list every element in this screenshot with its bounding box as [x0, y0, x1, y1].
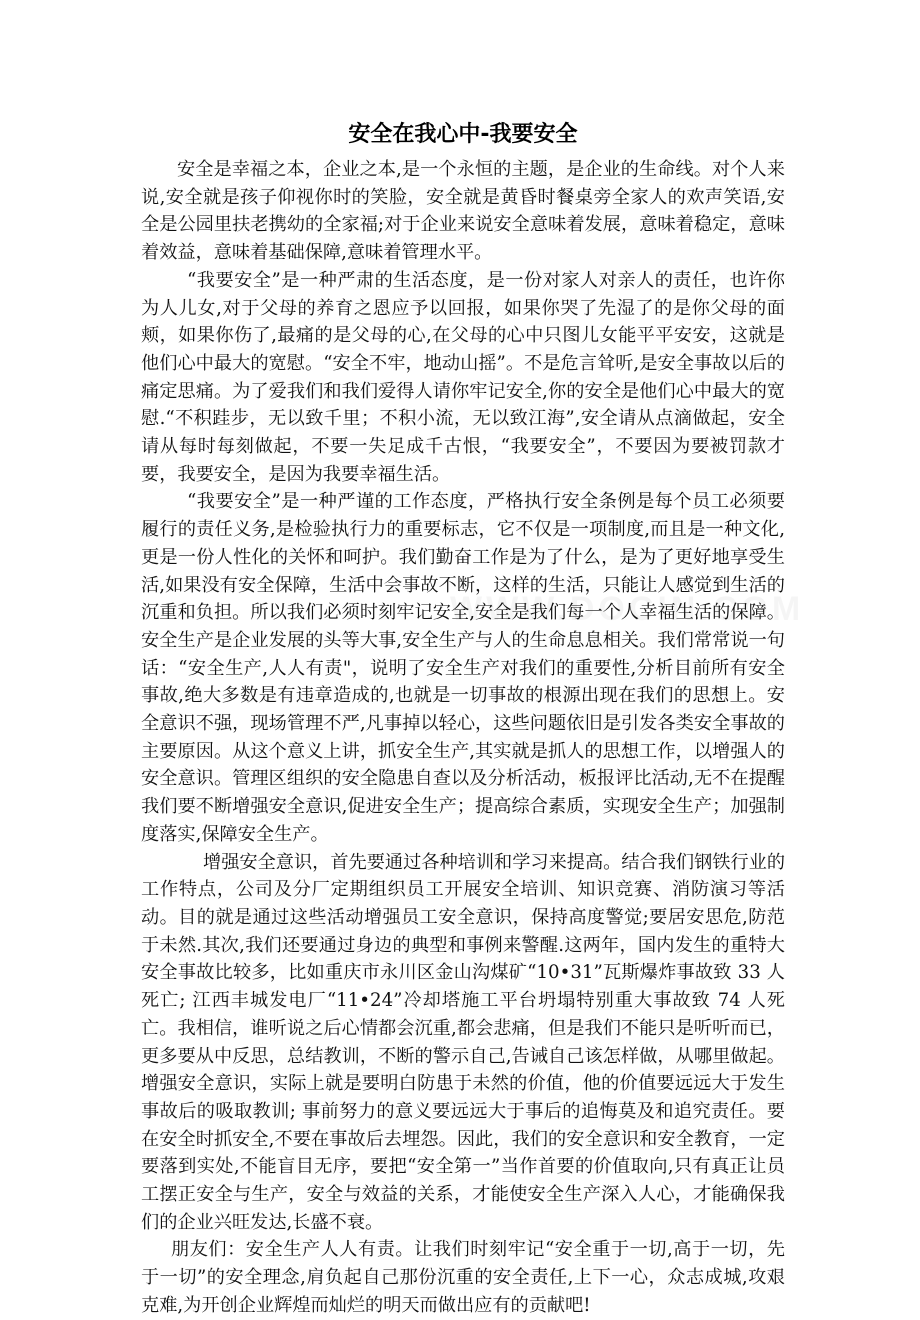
paragraph-closing: 朋友们：安全生产人人有责。让我们时刻牢记“安全重于一切,高于一切，先于一切”的安全理念,肩负起自己那份沉重的安全责任,上下一心，众志成城,攻艰克难,为开创企业辉煌而灿烂的明天而做出应有的贡献吧! — [141, 1239, 785, 1316]
document-title: 安全在我心中-我要安全 — [348, 122, 578, 147]
paragraph-intro: 安全是幸福之本，企业之本,是一个永恒的主题，是企业的生命线。对个人来说,安全就是孩子仰视你时的笑脸，安全就是黄昏时餐桌旁全家人的欢声笑语,安全是公园里扶老携幼的全家福;对于企业来说安全意味着发展，意味着稳定，意味着效益，意味着基础保障,意味着管理水平。 — [141, 159, 785, 264]
document-body — [141, 118, 785, 1320]
paragraph-work-attitude: “我要安全”是一种严谨的工作态度，严格执行安全条例是每个员工必须要履行的责任义务,是检验执行力的重要标志，它不仅是一项制度,而且是一种文化,更是一份人性化的关怀和呵护。我们勤奋工作是为了什么，是为了更好地享受生活,如果没有安全保障，生活中会事故不断，这样的生活，只能让人感觉到生活的沉重和负担。所以我们必须时刻牢记安全,安全是我们每一个人幸福生活的保障。安全生产是企业发展的头等大事,安全生产与人的生命息息相关。我们常常说一句话：“安全生产,人人有责"，说明了安全生产对我们的重要性,分析目前所有安全事故,绝大多数是有违章造成的,也就是一切事故的根源出现在我们的思想上。安全意识不强，现场管理不严,凡事掉以轻心，这些问题依旧是引发各类安全事故的主要原因。从这个意义上讲，抓安全生产,其实就是抓人的思想工作，以增强人的安全意识。管理区组织的安全隐患自查以及分析活动，板报评比活动,无不在提醒我们要不断增强安全意识,促进安全生产；提高综合素质，实现安全生产；加强制度落实,保障安全生产。 — [141, 491, 785, 845]
paragraph-life-attitude: “我要安全”是一种严肃的生活态度，是一份对家人对亲人的责任，也许你为人儿女,对于父母的养育之恩应予以回报，如果你哭了先湿了的是你父母的面颊，如果你伤了,最痛的是父母的心,在父母的心中只图儿女能平平安安，这就是他们心中最大的宽慰。“安全不牢，地动山摇”。不是危言耸听,是安全事故以后的痛定思痛。为了爱我们和我们爱得人请你牢记安全,你的安全是他们心中最大的宽慰.“不积跬步，无以致千里；不积小流，无以致江海”,安全请从点滴做起，安全请从每时每刻做起，不要一失足成千古恨，“我要安全”，不要因为要被罚款才要，我要安全，是因为我要幸福生活。 — [141, 269, 785, 485]
paragraph-safety-awareness: 增强安全意识，首先要通过各种培训和学习来提高。结合我们钢铁行业的工作特点，公司及分厂定期组织员工开展安全培训、知识竞赛、消防演习等活动。目的就是通过这些活动增强员工安全意识，保持高度警觉;要居安思危,防范于未然.其次,我们还要通过身边的典型和事例来警醒.这两年，国内发生的重特大安全事故比较多，比如重庆市永川区金山沟煤矿“10•31”瓦斯爆炸事故致 33 人死亡; 江西丰城发电厂“11•24”冷却塔施工平台坍塌特别重大事故致 74 人死亡。我相信，谁听说之后心情都会沉重,都会悲痛，但是我们不能只是听听而已，更多要从中反思，总结教训，不断的警示自己,告诫自己该怎样做，从哪里做起。增强安全意识，实际上就是要明白防患于未然的价值，他的价值要远远大于发生事故后的吸取教训; 事前努力的意义要远远大于事后的追悔莫及和追究责任。要在安全时抓安全,不要在事故后去埋怨。因此，我们的安全意识和安全教育，一定要落到实处,不能盲目无序，要把“安全第一”当作首要的价值取向,只有真正让员工摆正安全与生产，安全与效益的关系，才能使安全生产深入人心，才能确保我们的企业兴旺发达,长盛不衰。 — [141, 851, 786, 1233]
